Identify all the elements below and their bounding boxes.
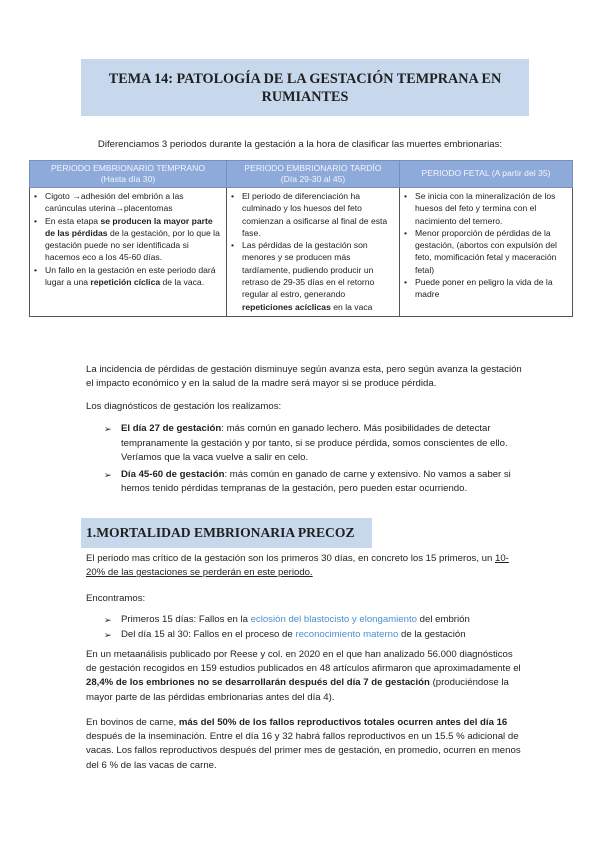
header-early-period: PERIODO EMBRIONARIO TEMPRANO (Hasta día 30) — [30, 161, 227, 188]
list-item: ➢ Día 45-60 de gestación: más común en ganado de carne y extensivo. No vamos a saber si hemos tenido pérdidas tempranas de la gestación, pero pueden estar ocurriendo. — [104, 468, 511, 494]
list-item: • Puede poner en peligro la vida de la madre — [415, 276, 569, 301]
header-fetal-period: PERIODO FETAL (A partir del 35) — [400, 161, 573, 188]
title-box — [81, 59, 529, 116]
critical-period-paragraph: El periodo mas crítico de la gestación son los primeros 30 días, en concreto los 15 primeros, un 10-20% de las gestaciones se perderán en este periodo. — [86, 553, 509, 579]
arrow-bullet-icon: ➢ — [104, 424, 112, 434]
list-item: • Se inicia con la mineralización de los huesos del feto y termina con el nacimiento del ternero. — [415, 190, 569, 227]
list-item: ➢ Primeros 15 días: Fallos en la eclosión del blastocisto y elongamiento del embrión — [104, 613, 526, 628]
list-item: • En esta etapa se producen la mayor parte de las pérdidas de la gestación, por lo que la gestación puede no ser identificada si hacemos eco a los 45-60 días. — [45, 215, 223, 264]
list-item: • El periodo de diferenciación ha culminado y los huesos del feto comienzan a osificarse al final de esta fase. — [242, 190, 396, 239]
beef-cattle-paragraph: En bovinos de carne, más del 50% de los fallos reproductivos totales ocurren antes del día 16 después de la inseminación. Entre el día 16 y 32 habrá fallos reproductivos en un 15.5 % adicional de vacas. Los fallos reproductivos después del primer mes de gestación, en promedio, ocurren en menos del 6 % de las vacas de carne. — [86, 717, 521, 771]
late-period-cell — [227, 188, 400, 317]
periods-table — [29, 160, 573, 317]
found-intro: Encontramos: — [86, 593, 146, 604]
page-title: TEMA 14: PATOLOGÍA DE LA GESTACIÓN TEMPRANA EN RUMIANTES — [108, 70, 502, 105]
early-period-cell — [30, 188, 227, 317]
list-item: • Un fallo en la gestación en este periodo dará lugar a una repetición cíclica de la vaca. — [45, 264, 223, 289]
intro-text: Diferenciamos 3 periodos durante la gestación a la hora de clasificar las muertes embrionarias: — [97, 139, 503, 150]
table-row — [30, 188, 573, 317]
section-heading-box — [81, 518, 372, 548]
list-item: ➢ Del día 15 al 30: Fallos en el proceso de reconocimiento materno de la gestación — [104, 628, 526, 643]
list-item: • Cigoto →adhesión del embrión a las carúnculas uterina→placentomas — [45, 190, 223, 215]
list-item: • Menor proporción de pérdidas de la gestación, (abortos con expulsión del feto, momificación fetal y maceración fetal) — [415, 227, 569, 276]
list-item: • Las pérdidas de la gestación son menores y se producen más tardíamente, pudiendo producir un retraso de 29-35 días en el retorno regular al estro, generando repeticiones acíclicas en la vaca — [242, 239, 396, 313]
section-title: 1.MORTALIDAD EMBRIONARIA PRECOZ — [86, 525, 355, 540]
arrow-bullet-icon: ➢ — [104, 629, 112, 640]
diagnosis-list — [104, 422, 526, 497]
found-list — [104, 613, 526, 642]
incidence-paragraph: La incidencia de pérdidas de gestación disminuye según avanza esta, pero según avanza la gestación el impacto económico y en la salud de la madre será mayor si se produce pérdida. — [86, 364, 522, 390]
arrow-bullet-icon: ➢ — [104, 615, 112, 625]
metaanalysis-paragraph: En un metaanálisis publicado por Reese y col. en 2020 en el que han analizado 56.000 diagnósticos de gestación recogidos en 159 estudios publicados en 48 artículos afirmaron que aproximadamente el 28,4% de los embriones no se desarrollarán después del día 7 de gestación (produciéndose la mayor parte de las pérdidas embrionarias antes del día 4). — [86, 649, 521, 703]
table-header-row — [30, 161, 573, 188]
fetal-period-cell — [400, 188, 573, 317]
header-late-period: PERIODO EMBRIONARIO TARDÍO (Día 29-30 al 45) — [227, 161, 400, 188]
diagnosis-intro: Los diagnósticos de gestación los realizamos: — [86, 401, 282, 412]
arrow-bullet-icon: ➢ — [104, 469, 112, 480]
list-item: ➢ El día 27 de gestación: más común en ganado lechero. Más posibilidades de detectar tempranamente la gestación y por tanto, si se produce pérdida, somos conscientes de ello. Veríamos que la vaca vuelve a salir en celo. — [104, 423, 508, 463]
